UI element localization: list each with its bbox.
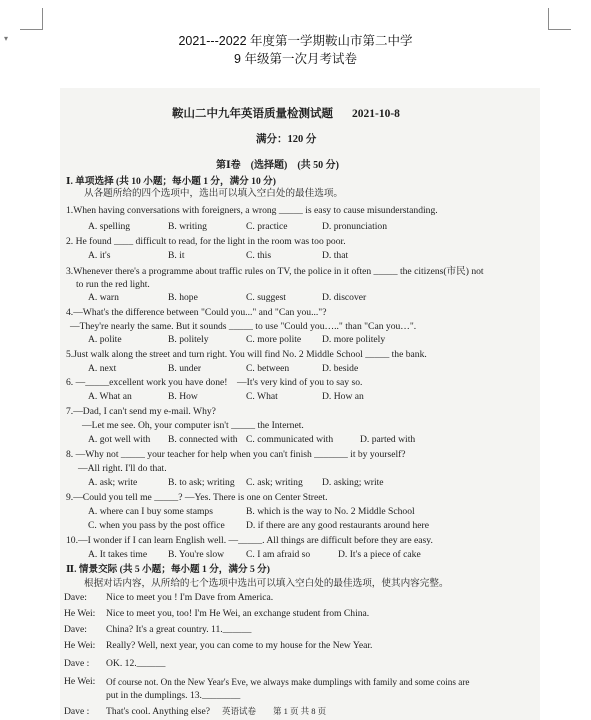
dialogue-line: put in the dumplings. 13.________ xyxy=(106,690,241,701)
crop-mark-left-h xyxy=(20,29,42,30)
dialogue-line: Nice to meet you ! I'm Dave from America. xyxy=(106,592,274,603)
q3-option-a: A. warn xyxy=(88,292,119,303)
section-2-instructions: 根据对话内容，从所给的七个选项中选出可以填入空白处的最佳选项，使其内容完整。 xyxy=(84,578,449,589)
q2-option-d: D. that xyxy=(322,250,349,261)
q4-option-a: A. polite xyxy=(88,334,122,345)
q7-option-a: A. got well with xyxy=(88,434,151,445)
crop-mark-right-v xyxy=(548,8,549,30)
question-8-reply: —All right. I'll do that. xyxy=(78,463,167,474)
q8-option-a: A. ask; write xyxy=(88,477,138,488)
q5-option-b: B. under xyxy=(168,363,202,374)
q6-option-a: A. What an xyxy=(88,391,132,402)
document-header-line-1: 2021---2022 年度第一学期鞍山市第二中学 xyxy=(178,34,413,48)
q3-option-d: D. discover xyxy=(322,292,367,303)
exam-date: 2021-10-8 xyxy=(352,108,400,120)
q8-option-c: C. ask; writing xyxy=(246,477,303,488)
question-6: 6. —_____excellent work you have done! —It's very kind of you to say so. xyxy=(66,377,363,388)
q10-option-c: C. I am afraid so xyxy=(246,549,311,560)
dialogue-line: Of course not. On the New Year's Eve, we always make dumplings with family and some coins are xyxy=(106,677,470,687)
question-5: 5.Just walk along the street and turn right. You will find No. 2 Middle School _____ the bank. xyxy=(66,349,427,360)
crop-mark-left-v xyxy=(42,8,43,30)
dialogue-speaker: He Wei: xyxy=(64,640,96,651)
dialogue-speaker: Dave : xyxy=(64,706,90,717)
exam-title: 鞍山二中九年英语质量检测试题 xyxy=(172,108,333,120)
dialogue-speaker: He Wei: xyxy=(64,676,96,687)
question-3: 3.Whenever there's a programme about traffic rules on TV, the police in it often _____ the citizens(市民) not xyxy=(66,266,484,277)
q5-option-d: D. beside xyxy=(322,363,359,374)
crop-mark-right-h xyxy=(549,29,571,30)
dialogue-speaker: Dave: xyxy=(64,592,87,603)
q3-option-b: B. hope xyxy=(168,292,198,303)
q6-option-b: B. How xyxy=(168,391,198,402)
question-3-continued: to run the red light. xyxy=(76,279,150,290)
dialogue-speaker: Dave: xyxy=(64,624,87,635)
q10-option-b: B. You're slow xyxy=(168,549,225,560)
q8-option-b: B. to ask; writing xyxy=(168,477,235,488)
question-2: 2. He found ____ difficult to read, for the light in the room was too poor. xyxy=(66,236,346,247)
full-score: 满分：120 分 xyxy=(256,134,317,145)
q6-option-d: D. How an xyxy=(322,391,364,402)
dialogue-line: That's cool. Anything else? xyxy=(106,706,211,717)
dialogue-speaker: He Wei: xyxy=(64,608,96,619)
page-footer: 英语试卷 第 1 页 共 8 页 xyxy=(222,706,327,716)
q7-option-d: D. parted with xyxy=(360,434,416,445)
document-header-line-2: 9 年级第一次月考试卷 xyxy=(234,52,357,66)
q9-option-b: B. which is the way to No. 2 Middle School xyxy=(246,506,415,517)
q2-option-a: A. it's xyxy=(88,250,111,261)
scanned-exam-page xyxy=(60,88,540,720)
question-8: 8. —Why not _____ your teacher for help when you can't finish _______ it by yourself? xyxy=(66,449,406,460)
dialogue-line: China? It's a great country. 11.______ xyxy=(106,624,252,635)
section-1-title: Ⅰ. 单项选择 (共 10 小题；每小题 1 分，满分 10 分) xyxy=(66,176,276,187)
dialogue-speaker: Dave : xyxy=(64,658,90,669)
q4-option-d: D. more politely xyxy=(322,334,386,345)
question-4: 4.—What's the difference between "Could you..." and "Can you..."? xyxy=(66,307,327,318)
question-9: 9.—Could you tell me _____? —Yes. There is one on Center Street. xyxy=(66,492,328,503)
section-1-instructions: 从各题所给的四个选项中，选出可以填入空白处的最佳选项。 xyxy=(84,188,344,199)
dialogue-line: Really? Well, next year, you can come to my house for the New Year. xyxy=(106,640,373,651)
q4-option-c: C. more polite xyxy=(246,334,302,345)
q4-option-b: B. politely xyxy=(168,334,209,345)
q7-option-b: B. connected with xyxy=(168,434,238,445)
question-4-reply: —They're nearly the same. But it sounds _____ to use "Could you….." than "Can you…". xyxy=(70,321,417,332)
q9-option-c: C. when you pass by the post office xyxy=(88,520,225,531)
q10-option-a: A. It takes time xyxy=(88,549,148,560)
q3-option-c: C. suggest xyxy=(246,292,286,303)
q10-option-d: D. It's a piece of cake xyxy=(338,549,421,560)
dialogue-line: Nice to meet you, too! I'm He Wei, an exchange student from China. xyxy=(106,608,370,619)
question-1: 1.When having conversations with foreigners, a wrong _____ is easy to cause misunderstanding. xyxy=(66,205,438,216)
q7-option-c: C. communicated with xyxy=(246,434,334,445)
q1-option-d: D. pronunciation xyxy=(322,221,388,232)
section-2-title: Ⅱ. 情景交际 (共 5 小题；每小题 1 分，满分 5 分) xyxy=(66,564,270,575)
q5-option-a: A. next xyxy=(88,363,117,374)
q8-option-d: D. asking; write xyxy=(322,477,384,488)
part-1-title: 第Ⅰ卷 (选择题) (共 50 分) xyxy=(216,160,339,171)
q1-option-c: C. practice xyxy=(246,221,288,232)
q1-option-b: B. writing xyxy=(168,221,207,232)
chevron-down-icon: ▾ xyxy=(4,34,9,43)
q9-option-d: D. if there are any good restaurants around here xyxy=(246,520,430,531)
q2-option-c: C. this xyxy=(246,250,272,261)
q9-option-a: A. where can I buy some stamps xyxy=(88,506,213,517)
q2-option-b: B. it xyxy=(168,250,185,261)
dialogue-line: OK. 12.______ xyxy=(106,658,166,669)
question-7-reply: —Let me see. Oh, your computer isn't _____ the Internet. xyxy=(82,420,304,431)
question-10: 10.—I wonder if I can learn English well. —_____. All things are difficult before they are easy. xyxy=(66,535,433,546)
q5-option-c: C. between xyxy=(246,363,290,374)
q1-option-a: A. spelling xyxy=(88,221,131,232)
question-7: 7.—Dad, I can't send my e-mail. Why? xyxy=(66,406,216,417)
q6-option-c: C. What xyxy=(246,391,278,402)
